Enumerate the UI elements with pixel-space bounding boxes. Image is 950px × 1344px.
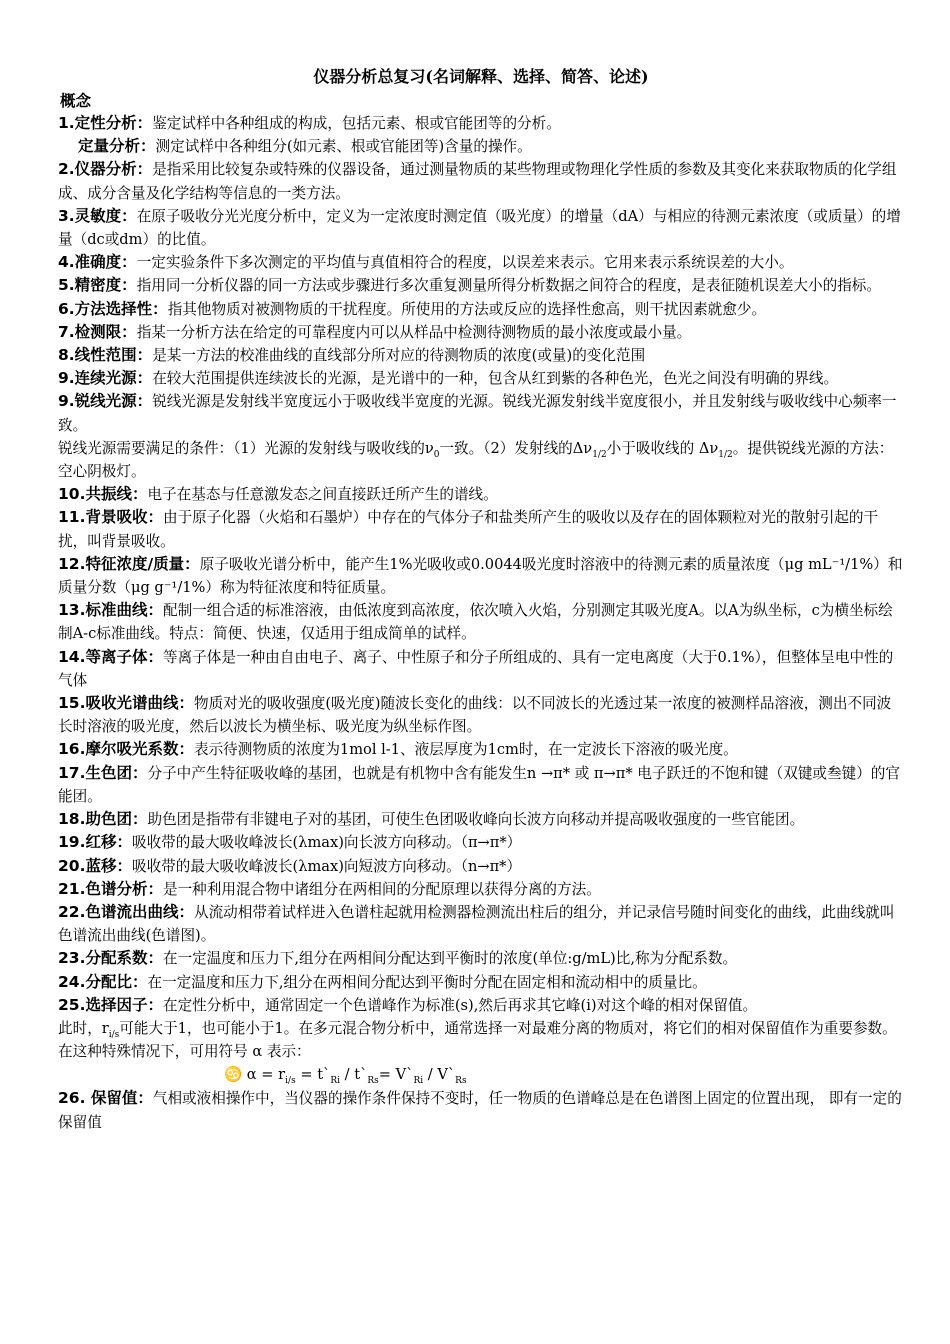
concept-definition: 气相或液相操作中，当仪器的操作条件保持不变时，任一物质的色谱峰总是在色谱图上固定的位置出现， 即有一定的保留值 [58, 1090, 902, 1131]
concept-term: 24.分配比： [58, 972, 148, 991]
concept-definition: 等离子体是一种由自由电子、离子、中性原子和分子所组成的、具有一定电离度（大于0.1%），但整体呈电中性的气体 [58, 648, 894, 689]
concept-definition: 锐线光源是发射线半宽度远小于吸收线半宽度的光源。锐线光源发射线半宽度很小，并且发射线与吸收线中心频率一致。 [58, 393, 897, 434]
concept-entry [58, 553, 904, 599]
text-run: = t` [295, 1066, 331, 1084]
concept-definition: 一定实验条件下多次测定的平均值与真值相符合的程度，以误差来表示。它用来表示系统误差的大小。 [136, 254, 794, 272]
concept-term: 6.方法选择性： [58, 299, 168, 318]
concept-entry [58, 901, 904, 947]
concept-term: 定量分析： [78, 137, 156, 156]
concept-term: 20.蓝移： [58, 856, 132, 875]
concept-definition: 在一定温度和压力下,组分在两相间分配达到平衡时的浓度(单位:g/mL)比,称为分配系数。 [162, 950, 738, 968]
concept-definition: 分子中产生特征吸收峰的基团，也就是有机物中含有能发生n →π* 或 π→π* 电子跃迁的不饱和键（双键或叁键）的官能团。 [58, 764, 900, 805]
text-run: 此时，r [58, 1019, 109, 1037]
subscript: 1/2 [718, 449, 733, 460]
selection-factor-note [58, 1017, 904, 1063]
concept-term: 10.共振线： [58, 485, 148, 504]
selection-factor-formula [58, 1063, 904, 1087]
concept-definition: 物质对光的吸收强度(吸光度)随波长变化的曲线：以不同波长的光透过某一浓度的被测样品溶液，测出不同波长时溶液的吸光度，然后以波长为横坐标、吸光度为纵坐标作图。 [58, 695, 892, 736]
concept-definition: 吸收带的最大吸收峰波长(λmax)向长波方向移动。（π→π*） [131, 834, 522, 852]
subscript: 0 [433, 449, 440, 460]
concept-term: 26. 保留值： [58, 1089, 153, 1108]
text-run: 小于吸收线的 Δν [606, 439, 719, 457]
concept-definition: 配制一组合适的标准溶液，由低浓度到高浓度，依次喷入火焰，分别测定其吸光度A。以A为纵坐标，c为横坐标绘制A-c标准曲线。特点：简便、快速，仅适用于组成简单的试样。 [58, 602, 893, 643]
concept-term: 7.检测限： [58, 322, 137, 341]
text-run: 一致。（2）发射线的Δν [439, 439, 593, 457]
concept-term: 25.选择因子： [58, 995, 163, 1014]
concept-list-1 [58, 112, 904, 437]
concept-term: 9.锐线光源： [58, 392, 153, 411]
concept-entry [58, 831, 904, 854]
concept-term: 2.仪器分析： [58, 160, 153, 179]
subscript: Rs [455, 1076, 467, 1087]
concept-definition: 吸收带的最大吸收峰波长(λmax)向短波方向移动。（n→π*） [131, 857, 522, 875]
concept-term: 11.背景吸收： [58, 508, 163, 527]
concept-entry [58, 947, 904, 970]
concept-definition: 助色团是指带有非键电子对的基团，可使生色团吸收峰向长波方向移动并提高吸收强度的一些官能团。 [147, 811, 805, 829]
concept-entry [58, 599, 904, 645]
concept-entry [58, 274, 904, 297]
document-page [58, 66, 904, 1134]
concept-entry [58, 205, 904, 251]
concept-entry [58, 298, 904, 321]
concept-entry [58, 158, 904, 204]
concept-definition: 在定性分析中，通常固定一个色谱峰作为标准(s),然后再求其它峰(i)对这个峰的相对保留值。 [162, 996, 758, 1014]
concept-definition: 原子吸收光谱分析中，能产生1%光吸收或0.0044吸光度时溶液中的待测元素的质量浓度（μg mL⁻¹/1%）和质量分数（μg g⁻¹/1%）称为特征浓度和特征质量。 [58, 555, 903, 597]
concept-entry [58, 994, 904, 1017]
concept-definition: 表示待测物质的浓度为1mol l-1、液层厚度为1cm时，在一定波长下溶液的吸光度。 [193, 741, 738, 759]
concept-term: 23.分配系数： [58, 949, 163, 968]
text-run: 可能大于1，也可能小于1。在多元混合物分析中，通常选择一对最难分离的物质对，将它们的相对保留值作为重要参数。在这种特殊情况下，可用符号 α 表示： [58, 1019, 897, 1061]
concept-definition: 指其他物质对被测物质的干扰程度。所使用的方法或反应的选择性愈高，则干扰因素就愈少。 [167, 300, 767, 318]
concept-term: 9.连续光源： [58, 369, 153, 388]
concept-term: 15.吸收光谱曲线： [58, 694, 194, 713]
formula-symbol-icon: ♋ [224, 1066, 243, 1084]
concept-definition: 由于原子化器（火焰和石墨炉）中存在的气体分子和盐类所产生的吸收以及存在的固体颗粒对光的散射引起的干扰，叫背景吸收。 [58, 509, 879, 550]
section-heading: 概念 [60, 91, 92, 110]
concept-definition: 指用同一分析仪器的同一方法或步骤进行多次重复测量所得分析数据之间符合的程度，是表征随机误差大小的指标。 [136, 277, 881, 295]
subscript: 1/2 [592, 449, 607, 460]
text-run: 。提供锐线光源的方法：空心阴极灯。 [58, 439, 894, 481]
sharp-line-conditions [58, 437, 904, 483]
concept-term: 22.色谱流出曲线： [58, 902, 194, 921]
concept-term: 8.线性范围： [58, 346, 153, 365]
concept-entry [58, 971, 904, 994]
concept-definition: 在一定温度和压力下,组分在两相间分配达到平衡时分配在固定相和流动相中的质量比。 [147, 973, 707, 991]
concept-definition: 电子在基态与任意激发态之间直接跃迁所产生的谱线。 [147, 486, 498, 504]
subscript: Rs [367, 1076, 379, 1087]
concept-entry [58, 344, 904, 367]
concept-entry [58, 692, 904, 738]
concept-term: 5.精密度： [58, 276, 137, 295]
subscript: Ri [330, 1076, 341, 1087]
concept-entry [58, 878, 904, 901]
concept-definition: 从流动相带着试样进入色谱柱起就用检测器检测流出柱后的组分，并记录信号随时间变化的曲线，此曲线就叫色谱流出曲线(色谱图)。 [58, 903, 895, 945]
concept-term: 13.标准曲线： [58, 601, 163, 620]
text-run: α = r [242, 1066, 286, 1084]
text-run: = V` [378, 1066, 414, 1084]
concept-entry [58, 1087, 904, 1133]
concept-entry [58, 135, 904, 158]
concept-definition: 是某一方法的校准曲线的直线部分所对应的待测物质的浓度(或量)的变化范围 [152, 347, 646, 365]
concept-definition: 测定试样中各种组分(如元素、根或官能团等)含量的操作。 [155, 138, 532, 156]
concept-term: 14.等离子体： [58, 647, 163, 666]
concept-term: 21.色谱分析： [58, 879, 163, 898]
subscript: i/s [108, 1029, 120, 1040]
concept-term: 12.特征浓度/质量： [58, 554, 200, 573]
concept-entry [58, 367, 904, 390]
concept-entry [58, 112, 904, 135]
concept-term: 19.红移： [58, 833, 132, 852]
concept-definition: 是一种利用混合物中诸组分在两相间的分配原理以获得分离的方法。 [162, 880, 601, 898]
text-run: / t` [340, 1066, 368, 1084]
concept-term: 16.摩尔吸光系数： [58, 740, 194, 759]
text-run: 锐线光源需要满足的条件：（1）光源的发射线与吸收线的ν [58, 439, 434, 457]
concept-entry [58, 251, 904, 274]
concept-definition: 指某一分析方法在给定的可靠程度内可以从样品中检测待测物质的最小浓度或最小量。 [136, 323, 692, 341]
concept-entry [58, 855, 904, 878]
concept-entry [58, 808, 904, 831]
concept-definition: 在原子吸收分光光度分析中，定义为一定浓度时测定值（吸光度）的增量（dA）与相应的待测元素浓度（或质量）的增量（dc或dm）的比值。 [58, 207, 901, 249]
text-run: / V` [423, 1066, 456, 1084]
subscript: Ri [413, 1076, 424, 1087]
concept-entry [58, 762, 904, 808]
concept-entry [58, 646, 904, 692]
subscript: i/s [285, 1076, 296, 1087]
concept-term: 4.准确度： [58, 253, 137, 272]
concept-definition: 鉴定试样中各种组成的构成，包括元素、根或官能团等的分析。 [152, 115, 561, 132]
concept-entry [58, 738, 904, 761]
concept-term: 17.生色团： [58, 763, 148, 782]
concept-entry [58, 321, 904, 344]
concept-list-2 [58, 483, 904, 1017]
concept-term: 18.助色团： [58, 810, 148, 829]
concept-definition: 是指采用比较复杂或特殊的仪器设备，通过测量物质的某些物理或物理化学性质的参数及其变化来获取物质的化学组成、成分含量及化学结构等信息的一类方法。 [58, 161, 897, 202]
concept-term: 1.定性分析： [58, 114, 153, 132]
concept-term: 3.灵敏度： [58, 206, 137, 225]
document-title: 仪器分析总复习(名词解释、选择、简答、论述) [313, 67, 649, 86]
concept-definition: 在较大范围提供连续波长的光源，是光谱中的一种，包含从红到紫的各种色光，色光之间没有明确的界线。 [152, 370, 839, 388]
concept-entry [58, 506, 904, 552]
concept-entry [58, 390, 904, 436]
concept-entry [58, 483, 904, 506]
